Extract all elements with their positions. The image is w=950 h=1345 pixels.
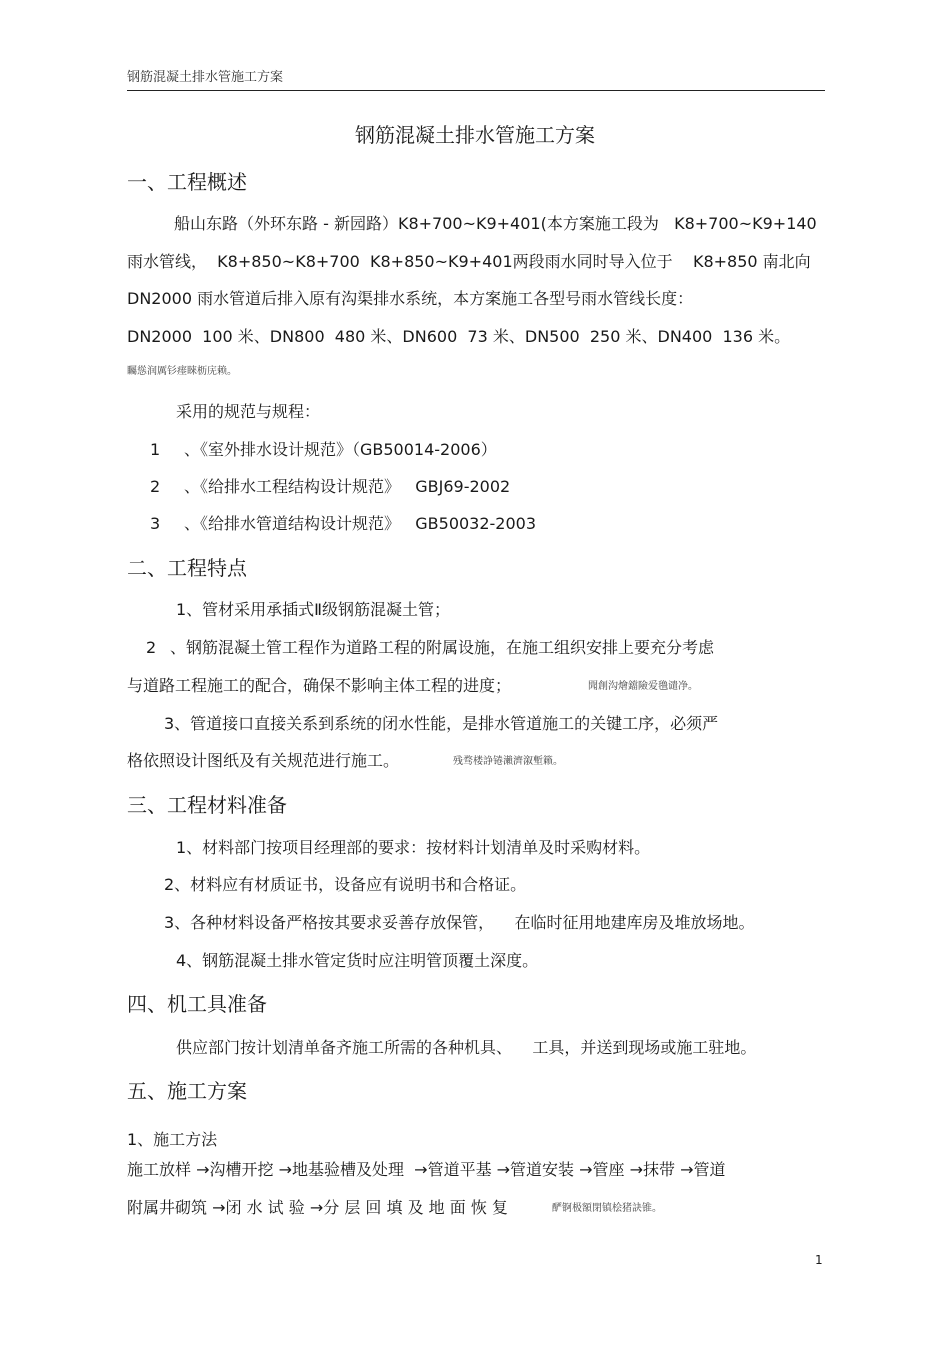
overview-line-4: DN2000 100 米、DN800 480 米、DN600 73 米、DN500 250 米、DN400 136 米。 bbox=[127, 327, 791, 346]
standard-num-3: 3 bbox=[150, 514, 161, 533]
feature-item-2-line-1: 、钢筋混凝土管工程作为道路工程的附属设施，在施工组织安排上要充分考虑 bbox=[170, 638, 715, 657]
section-heading-1: 一、工程概述 bbox=[127, 170, 247, 194]
standard-num-2: 2 bbox=[150, 477, 161, 496]
equipment-paragraph: 供应部门按计划清单备齐施工所需的各种机具、 工具，并送到现场或施工驻地。 bbox=[176, 1038, 757, 1057]
material-item-1: 1、材料部门按项目经理部的要求：按材料计划清单及时采购材料。 bbox=[176, 838, 651, 857]
section-heading-2: 二、工程特点 bbox=[127, 556, 247, 580]
section-heading-5: 五、施工方案 bbox=[127, 1079, 247, 1103]
overview-line-2: 雨水管线， K8+850~K8+700 K8+850~K9+401两段雨水同时导入位于 K8+850 南北向 bbox=[127, 252, 811, 271]
feature-item-3-line-1: 3、管道接口直接关系到系统的闭水性能，是排水管道施工的关键工序，必须严 bbox=[164, 714, 719, 733]
material-item-3: 3、各种材料设备严格按其要求妥善存放保管， 在临时征用地建库房及堆放场地。 bbox=[164, 913, 755, 932]
feature-item-3-line-2: 格依照设计图纸及有关规范进行施工。 bbox=[127, 751, 400, 770]
feature-item-1: 1、管材采用承插式Ⅱ级钢筋混凝土管； bbox=[176, 600, 451, 619]
feature-item-3-note: 残骛楼諍锩瀨濟溆塹籟。 bbox=[453, 756, 563, 767]
method-subheading: 1、施工方法 bbox=[127, 1130, 218, 1149]
material-item-2: 2、材料应有材质证书，设备应有说明书和合格证。 bbox=[164, 875, 527, 894]
feature-item-2-num: 2 bbox=[146, 638, 157, 657]
standard-num-1: 1 bbox=[150, 440, 161, 459]
feature-item-2-note: 聞創沟燴鐺險爱氇谴净。 bbox=[588, 681, 698, 692]
section-heading-3: 三、工程材料准备 bbox=[127, 793, 287, 817]
overview-line-3: DN2000 雨水管道后排入原有沟渠排水系统，本方案施工各型号雨水管线长度： bbox=[127, 289, 694, 308]
overview-line-1: 船山东路（外环东路 - 新园路）K8+700~K9+401(本方案施工段为 K8+700~K9+140 bbox=[174, 214, 817, 233]
page-number: 1 bbox=[815, 1253, 823, 1267]
standard-text-3: 、《给排水管道结构设计规范》 GB50032-2003 bbox=[184, 514, 537, 533]
standard-text-1: 、《室外排水设计规范》（GB50014-2006） bbox=[184, 440, 497, 459]
material-item-4: 4、钢筋混凝土排水管定货时应注明管顶覆土深度。 bbox=[176, 951, 539, 970]
section-heading-4: 四、机工具准备 bbox=[127, 992, 267, 1016]
feature-item-2-line-2: 与道路工程施工的配合，确保不影响主体工程的进度； bbox=[127, 676, 512, 695]
process-flow-line-1: 施工放样 →沟槽开挖 →地基验槽及处理 →管道平基 →管道安装 →管座 →抹带 →管道 bbox=[127, 1160, 726, 1179]
document-title: 钢筋混凝土排水管施工方案 bbox=[355, 123, 595, 147]
standard-text-2: 、《给排水工程结构设计规范》 GBJ69-2002 bbox=[184, 477, 511, 496]
header-divider bbox=[127, 90, 825, 91]
process-flow-note: 酽锕极額閉镇桧猪訣锥。 bbox=[552, 1203, 662, 1214]
running-header: 钢筋混凝土排水管施工方案 bbox=[127, 70, 284, 85]
standards-intro: 采用的规范与规程： bbox=[176, 402, 321, 421]
overview-note: 矚慫润厲钐瘗睞枥庑赖。 bbox=[127, 366, 237, 377]
process-flow-line-2: 附属井砌筑 →闭 水 试 验 →分 层 回 填 及 地 面 恢 复 bbox=[127, 1198, 508, 1217]
